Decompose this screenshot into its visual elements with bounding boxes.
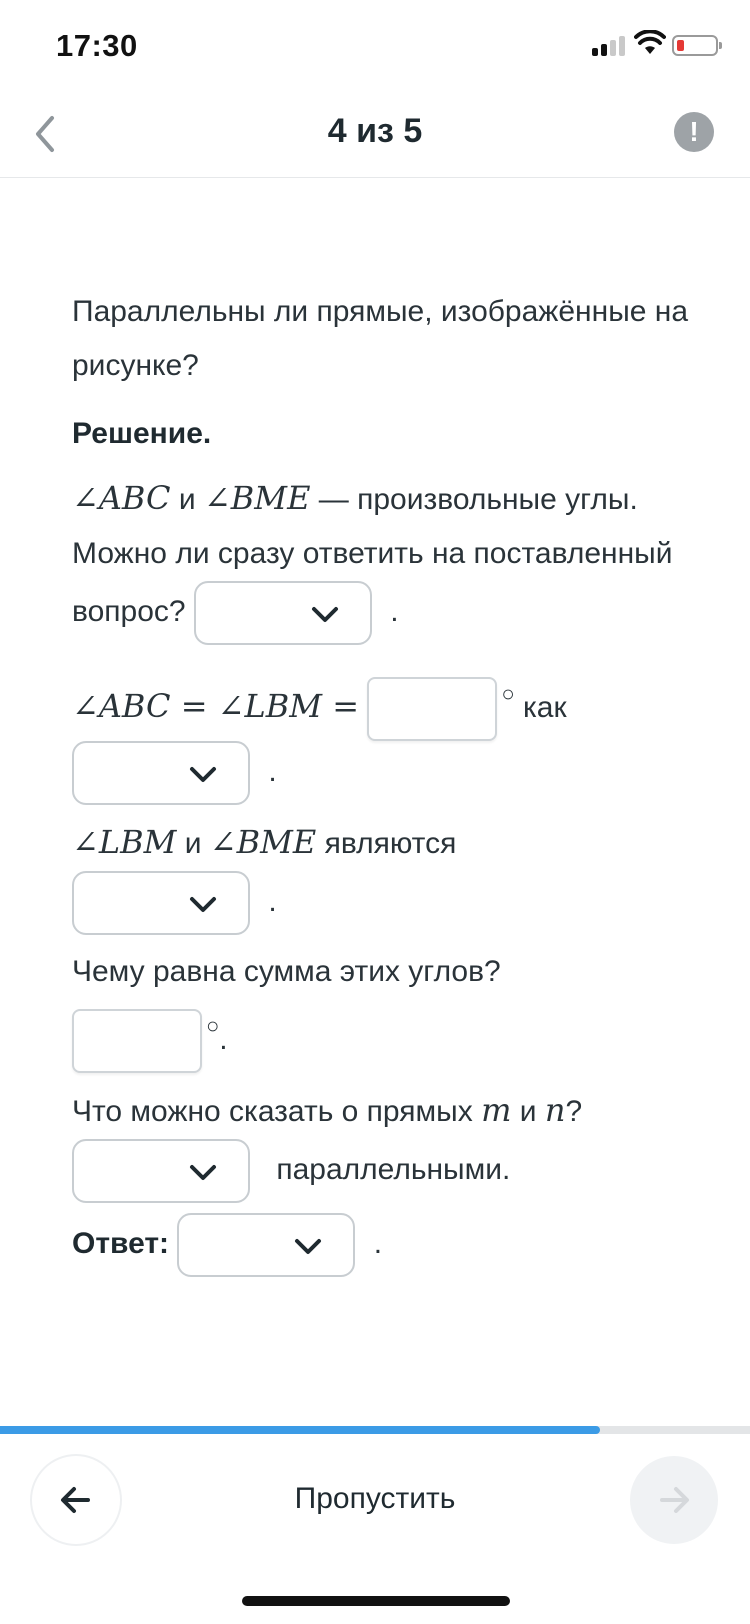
step-2-text: как — [522, 691, 567, 724]
signal-icon — [592, 34, 626, 56]
chevron-down-icon — [186, 887, 220, 921]
solution-heading: Решение. — [72, 417, 212, 450]
chevron-down-icon — [186, 1155, 220, 1189]
top-nav — [0, 90, 750, 178]
degree-sign: ○ — [501, 681, 515, 706]
conj-and: и — [178, 483, 196, 516]
angle-value-input[interactable] — [367, 677, 497, 741]
dropdown-step-3[interactable] — [72, 871, 250, 935]
status-time: 17:30 — [56, 28, 138, 63]
angle-abc: ∠ABC — [72, 479, 171, 517]
angle-bme: ∠BME — [203, 479, 311, 517]
question-mark: ? — [565, 1095, 583, 1129]
line-n: n — [544, 1091, 566, 1130]
angle-sum-input[interactable] — [72, 1009, 202, 1073]
battery-icon — [672, 35, 718, 56]
period: . — [390, 594, 399, 628]
progress-bar — [0, 1426, 750, 1434]
period: . — [268, 885, 277, 918]
chevron-down-icon — [291, 1229, 325, 1263]
dropdown-step-5[interactable] — [72, 1139, 250, 1203]
angle-bme: ∠BME — [209, 823, 317, 862]
report-problem-icon[interactable]: ! — [674, 112, 714, 152]
progress-fill — [0, 1426, 600, 1434]
wifi-icon — [634, 30, 666, 56]
solution-step-4 — [72, 945, 692, 1073]
conj-and: и — [519, 1095, 537, 1129]
angle-lbm: ∠LBM — [72, 823, 177, 862]
answer-label: Ответ: — [72, 1227, 170, 1261]
period: . — [219, 1023, 228, 1057]
dropdown-step-1[interactable] — [194, 581, 372, 645]
solution-step-5 — [72, 1083, 692, 1203]
period: . — [268, 755, 277, 788]
task-content — [72, 285, 692, 1287]
question-text: Параллельны ли прямые, изображённые на рисунке? — [72, 295, 689, 382]
chevron-down-icon — [308, 597, 342, 631]
conj-and: и — [184, 827, 202, 861]
dropdown-step-2[interactable] — [72, 741, 250, 805]
answer-row — [72, 1213, 692, 1277]
step-3-text: являются — [324, 827, 457, 861]
step-5-after-text: параллельными. — [276, 1153, 511, 1187]
home-indicator — [242, 1596, 510, 1606]
next-button[interactable] — [630, 1456, 718, 1544]
status-bar — [0, 0, 750, 90]
angle-equation: ∠ABC = ∠LBM = — [72, 687, 359, 725]
step-1-text: — произвольные углы. Можно ли сразу ответить на поставленный вопрос? — [72, 483, 673, 628]
chevron-down-icon — [186, 757, 220, 791]
line-m: m — [481, 1091, 512, 1130]
solution-step-1 — [72, 471, 692, 645]
degree-sign: ○ — [206, 1013, 220, 1039]
arrow-right-icon — [654, 1480, 694, 1520]
step-4-text: Чему равна сумма этих углов? — [72, 955, 501, 989]
answer-dropdown[interactable] — [177, 1213, 355, 1277]
solution-step-3 — [72, 815, 692, 935]
page-title: 4 из 5 — [327, 112, 423, 150]
solution-step-2 — [72, 667, 692, 805]
step-5-text: Что можно сказать о прямых — [72, 1095, 473, 1129]
period: . — [373, 1227, 383, 1261]
skip-button[interactable]: Пропустить — [294, 1482, 456, 1515]
